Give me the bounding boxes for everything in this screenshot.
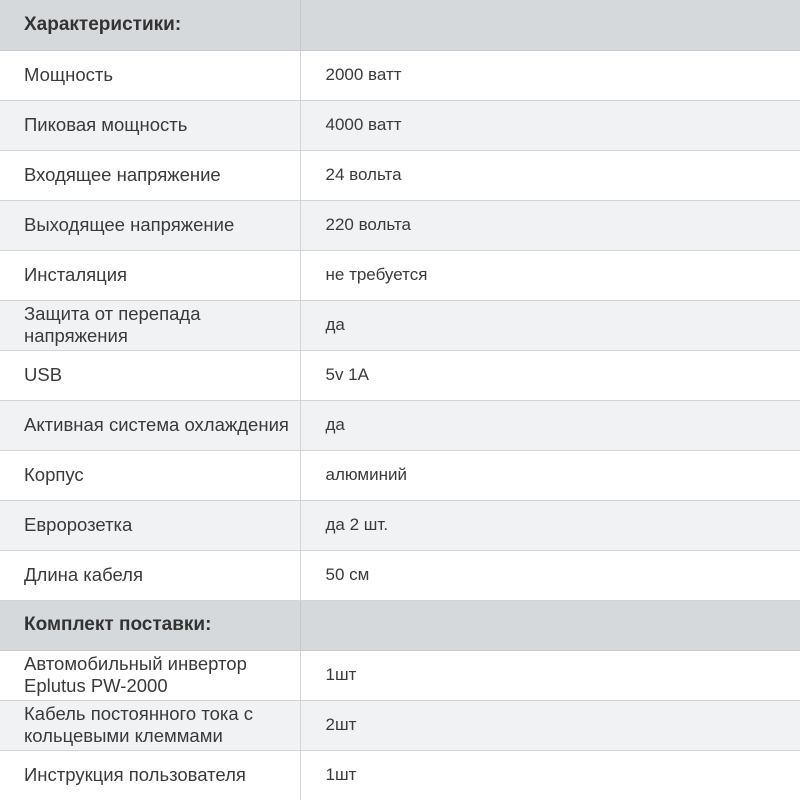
section-header-empty-cell bbox=[300, 600, 800, 650]
section-title: Характеристики: bbox=[0, 0, 300, 50]
spec-label: Мощность bbox=[0, 50, 300, 100]
spec-value: не требуется bbox=[300, 250, 800, 300]
spec-label: Входящее напряжение bbox=[0, 150, 300, 200]
package-item-quantity: 1шт bbox=[300, 750, 800, 800]
spec-value: да bbox=[300, 300, 800, 350]
package-row-dc-cable bbox=[0, 700, 800, 750]
spec-row-peak-power bbox=[0, 100, 800, 150]
spec-row-input-voltage bbox=[0, 150, 800, 200]
spec-value: 2000 ватт bbox=[300, 50, 800, 100]
spec-label: Длина кабеля bbox=[0, 550, 300, 600]
spec-label: Выходящее напряжение bbox=[0, 200, 300, 250]
spec-label: Евророзетка bbox=[0, 500, 300, 550]
spec-row-euro-socket bbox=[0, 500, 800, 550]
section-header-empty-cell bbox=[300, 0, 800, 50]
spec-value: алюминий bbox=[300, 450, 800, 500]
spec-label: Инсталяция bbox=[0, 250, 300, 300]
spec-value: 24 вольта bbox=[300, 150, 800, 200]
spec-label: USB bbox=[0, 350, 300, 400]
spec-row-output-voltage bbox=[0, 200, 800, 250]
spec-row-housing bbox=[0, 450, 800, 500]
spec-row-power bbox=[0, 50, 800, 100]
spec-label: Защита от перепада напряжения bbox=[0, 300, 300, 350]
spec-label: Активная система охлаждения bbox=[0, 400, 300, 450]
package-item-label: Инструкция пользователя bbox=[0, 750, 300, 800]
section-header-characteristics bbox=[0, 0, 800, 50]
spec-value: да 2 шт. bbox=[300, 500, 800, 550]
spec-row-cable-length bbox=[0, 550, 800, 600]
spec-row-installation bbox=[0, 250, 800, 300]
package-item-quantity: 2шт bbox=[300, 700, 800, 750]
spec-value: 220 вольта bbox=[300, 200, 800, 250]
package-row-inverter bbox=[0, 650, 800, 700]
package-row-manual bbox=[0, 750, 800, 800]
section-title: Комплект поставки: bbox=[0, 600, 300, 650]
section-header-package-contents bbox=[0, 600, 800, 650]
spec-value: 50 см bbox=[300, 550, 800, 600]
spec-row-surge-protection bbox=[0, 300, 800, 350]
package-item-label: Автомобильный инвертор Eplutus PW-2000 bbox=[0, 650, 300, 700]
spec-value: 5v 1A bbox=[300, 350, 800, 400]
package-item-quantity: 1шт bbox=[300, 650, 800, 700]
spec-row-active-cooling bbox=[0, 400, 800, 450]
spec-row-usb bbox=[0, 350, 800, 400]
spec-label: Пиковая мощность bbox=[0, 100, 300, 150]
spec-value: 4000 ватт bbox=[300, 100, 800, 150]
spec-label: Корпус bbox=[0, 450, 300, 500]
spec-value: да bbox=[300, 400, 800, 450]
package-item-label: Кабель постоянного тока с кольцевыми клеммами bbox=[0, 700, 300, 750]
